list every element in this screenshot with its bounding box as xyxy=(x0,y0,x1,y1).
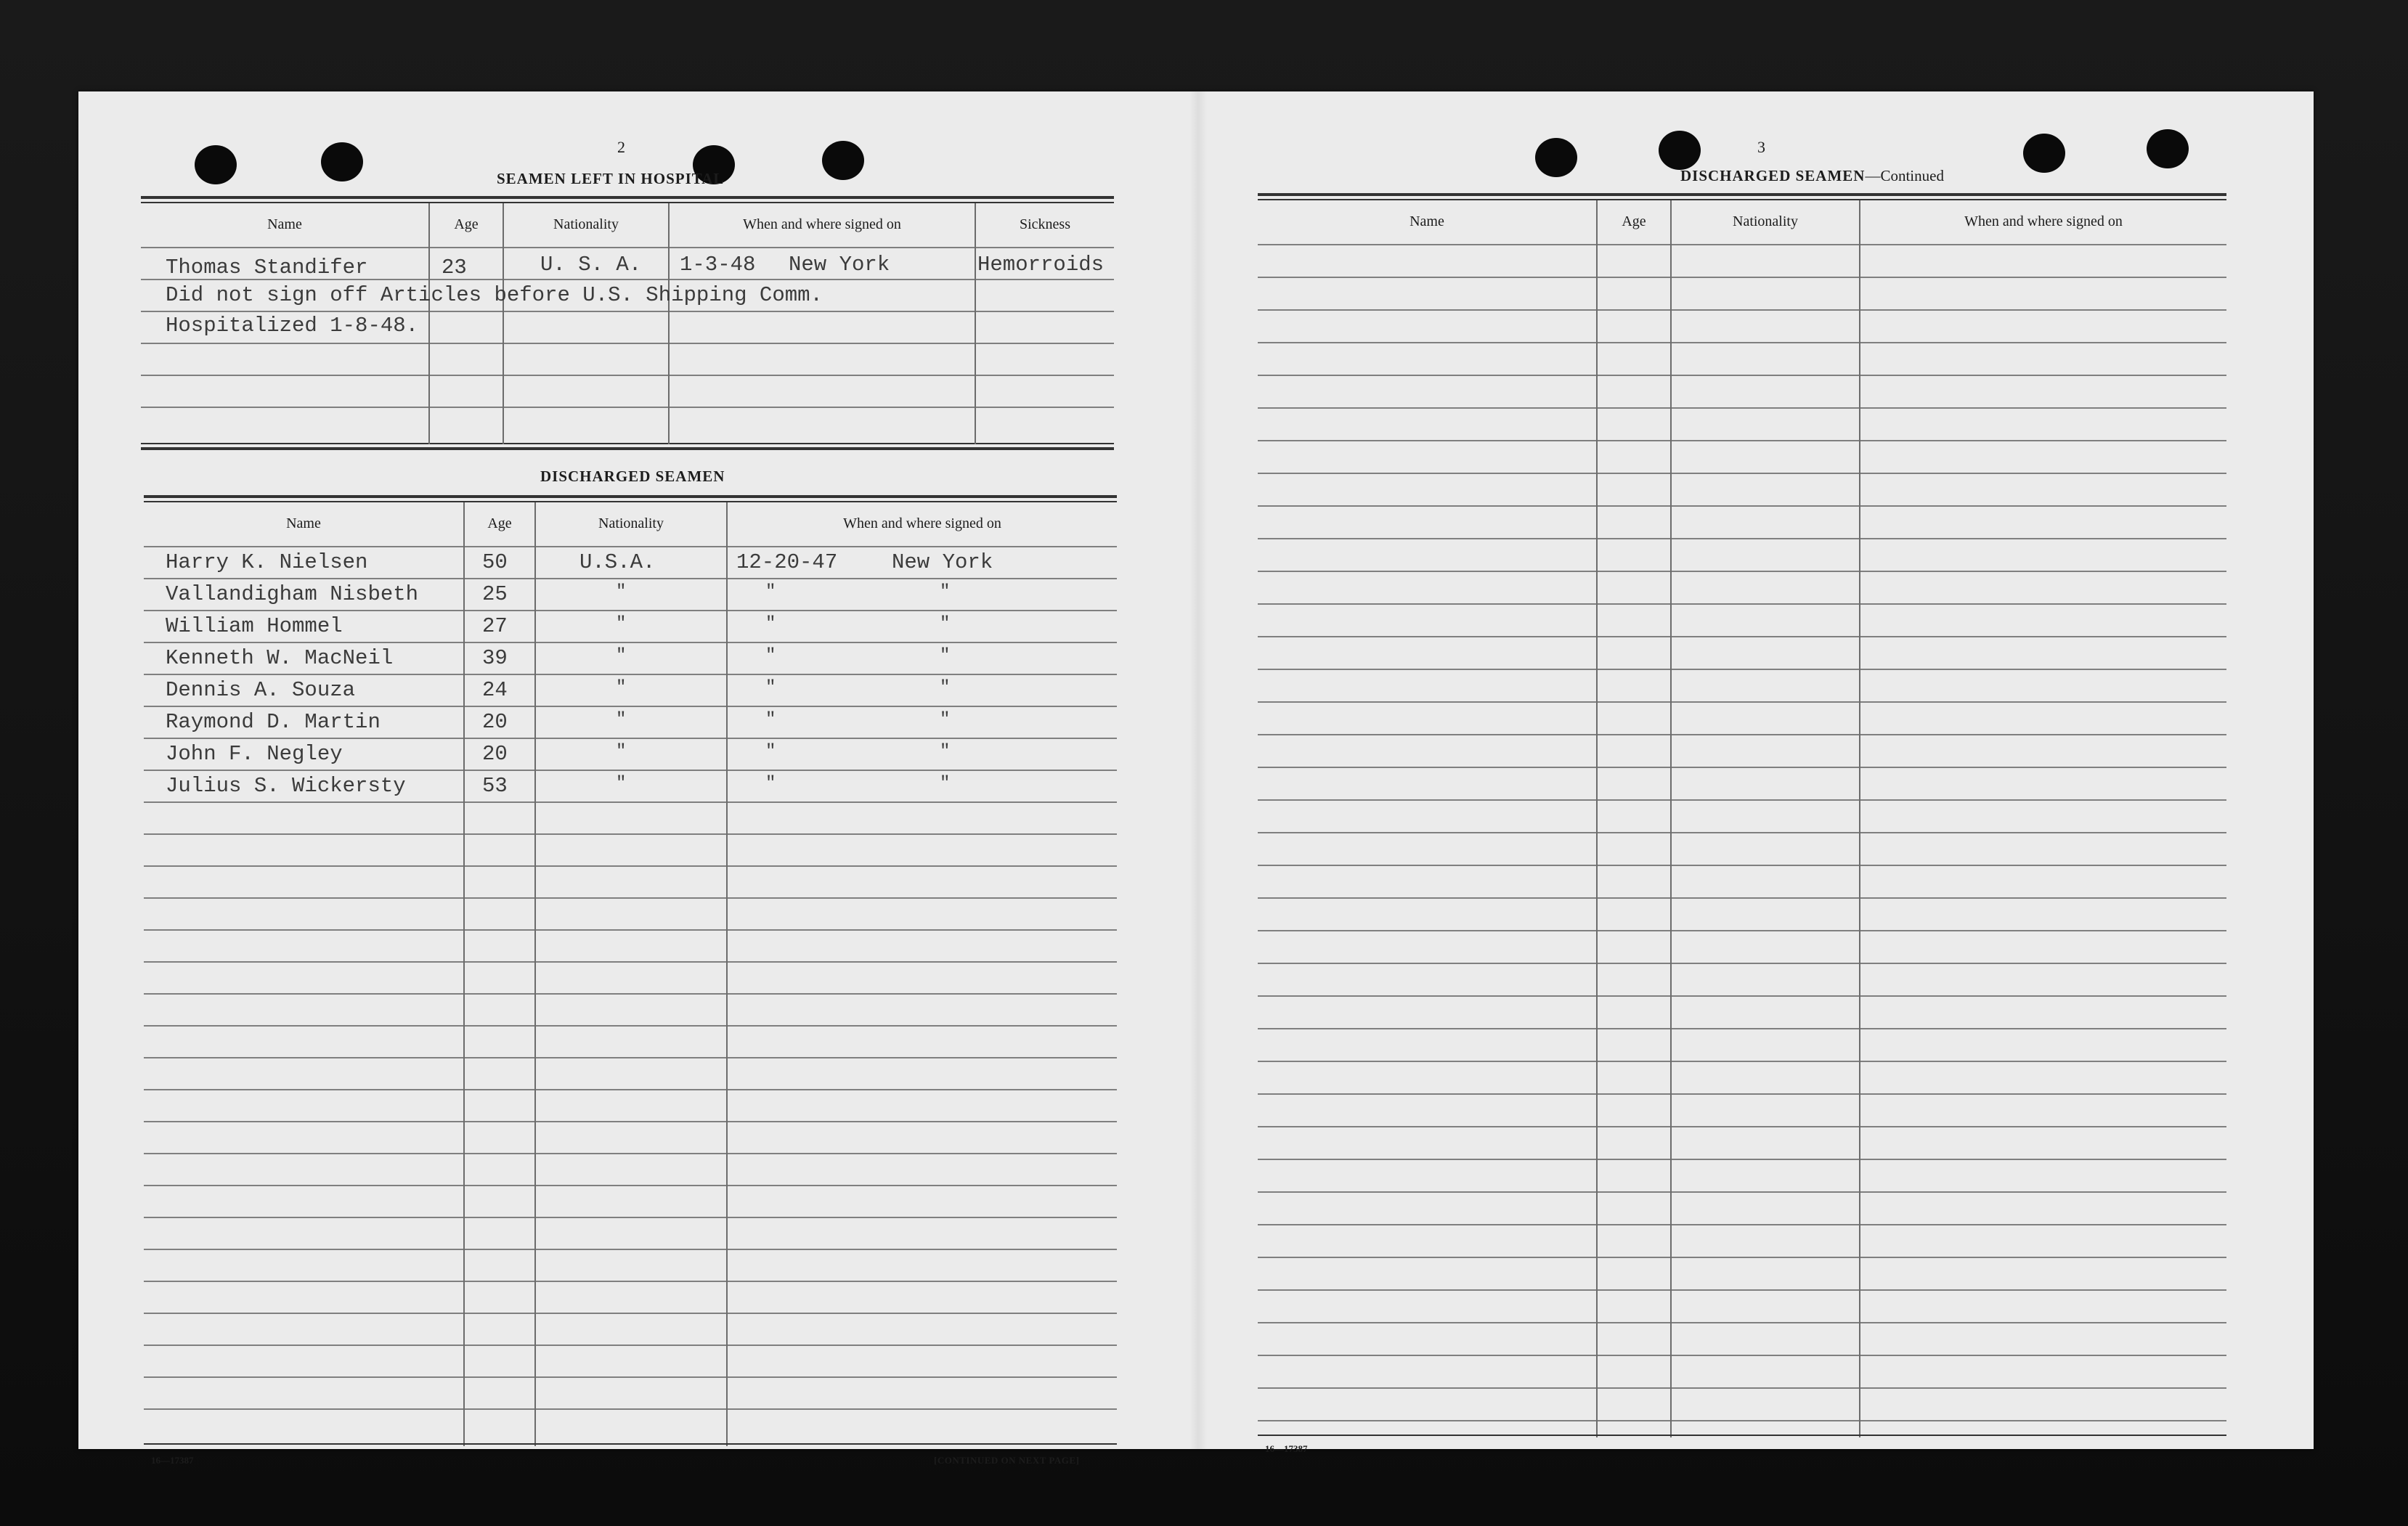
table-rule xyxy=(144,578,1117,579)
discharged-signed-date: " xyxy=(765,742,776,762)
form-number: 16—17387 xyxy=(1265,1443,1308,1454)
table-rule xyxy=(1258,277,2226,278)
column-header-signed-on: When and where signed on xyxy=(843,515,1001,531)
column-header-nationality: Nationality xyxy=(553,216,619,232)
discharged-name: William Hommel xyxy=(166,614,343,638)
table-rule xyxy=(1258,1191,2226,1193)
table-rule xyxy=(1258,995,2226,997)
column-divider xyxy=(1670,200,1672,1437)
discharged-age: 20 xyxy=(482,710,508,734)
table-rule xyxy=(1258,342,2226,343)
column-divider xyxy=(503,203,504,444)
column-header-name: Name xyxy=(1410,213,1444,229)
column-divider xyxy=(668,203,670,444)
hospital-note: Hospitalized 1-8-48. xyxy=(166,314,419,338)
discharged-signed-place: " xyxy=(940,678,951,698)
discharged-nationality: " xyxy=(616,774,627,793)
table-rule xyxy=(1258,1420,2226,1421)
discharged-age: 39 xyxy=(482,646,508,670)
discharged-nationality: " xyxy=(616,582,627,602)
table-rule xyxy=(1258,669,2226,670)
column-divider xyxy=(726,502,728,1446)
table-rule xyxy=(1258,930,2226,931)
table-rule xyxy=(1258,832,2226,833)
column-divider xyxy=(975,203,976,444)
section-rule xyxy=(144,1443,1117,1445)
discharged-nationality: U.S.A. xyxy=(579,550,656,574)
discharged-signed-date: 12-20-47 xyxy=(736,550,838,574)
table-rule xyxy=(144,1249,1117,1250)
discharged-signed-date: " xyxy=(765,710,776,730)
table-rule xyxy=(144,706,1117,707)
discharged-section-title: DISCHARGED SEAMEN xyxy=(540,468,725,485)
column-divider xyxy=(1596,200,1598,1437)
hospital-section-title: SEAMEN LEFT IN HOSPITAL xyxy=(497,170,725,187)
discharged-age: 50 xyxy=(482,550,508,574)
table-rule xyxy=(141,343,1114,344)
table-rule xyxy=(1258,571,2226,572)
table-rule xyxy=(1258,897,2226,899)
table-rule xyxy=(144,1376,1117,1378)
table-rule xyxy=(144,1345,1117,1346)
table-rule xyxy=(1258,538,2226,539)
table-rule xyxy=(141,375,1114,376)
table-rule xyxy=(1258,407,2226,409)
table-rule xyxy=(1258,767,2226,768)
page-number: 2 xyxy=(617,138,625,156)
table-rule xyxy=(144,1153,1117,1154)
table-rule xyxy=(144,961,1117,963)
column-header-signed-on: When and where signed on xyxy=(1964,213,2123,229)
table-rule xyxy=(144,1025,1117,1027)
table-rule xyxy=(144,1408,1117,1410)
column-header-name: Name xyxy=(286,515,321,531)
discharged-name: Kenneth W. MacNeil xyxy=(166,646,394,670)
discharged-signed-place: " xyxy=(940,646,951,666)
discharged-nationality: " xyxy=(616,614,627,634)
hospital-signed-place: New York xyxy=(789,253,890,277)
table-rule xyxy=(1258,1355,2226,1356)
table-rule xyxy=(1258,309,2226,311)
section-rule xyxy=(141,443,1114,444)
table-rule xyxy=(1258,799,2226,801)
table-rule xyxy=(1258,865,2226,866)
discharged-age: 24 xyxy=(482,678,508,702)
column-divider xyxy=(463,502,465,1446)
discharged-signed-date: " xyxy=(765,614,776,634)
column-header-nationality: Nationality xyxy=(1733,213,1798,229)
discharged-signed-date: " xyxy=(765,582,776,602)
table-rule xyxy=(1258,1028,2226,1029)
table-rule xyxy=(144,1089,1117,1090)
column-divider xyxy=(428,203,430,444)
column-header-age: Age xyxy=(454,216,479,232)
discharged-nationality: " xyxy=(616,710,627,730)
discharged-name: Raymond D. Martin xyxy=(166,710,381,734)
table-rule xyxy=(1258,1093,2226,1095)
column-header-age: Age xyxy=(1622,213,1646,229)
table-rule xyxy=(144,897,1117,899)
column-header-name: Name xyxy=(267,216,302,232)
table-rule xyxy=(1258,473,2226,474)
discharged-name: Dennis A. Souza xyxy=(166,678,356,702)
hospital-note: Did not sign off Articles before U.S. Shipping Comm. xyxy=(166,283,823,307)
table-rule xyxy=(144,801,1117,803)
column-header-nationality: Nationality xyxy=(598,515,664,531)
table-rule xyxy=(144,929,1117,931)
table-rule xyxy=(1258,734,2226,735)
column-header-age: Age xyxy=(487,515,512,531)
table-rule xyxy=(1258,603,2226,605)
table-rule xyxy=(1258,440,2226,441)
table-rule xyxy=(144,993,1117,995)
column-divider xyxy=(534,502,536,1446)
table-rule xyxy=(1258,1322,2226,1323)
right-page xyxy=(1207,91,2314,1454)
table-rule xyxy=(144,1217,1117,1218)
hospital-age: 23 xyxy=(442,256,467,280)
discharged-signed-place: " xyxy=(940,742,951,762)
table-rule xyxy=(1258,1159,2226,1160)
section-rule xyxy=(141,202,1114,203)
discharged-title-text: DISCHARGED SEAMEN xyxy=(1680,167,1866,184)
section-rule xyxy=(144,501,1117,502)
table-rule xyxy=(144,1057,1117,1058)
hospital-sickness: Hemorroids xyxy=(977,253,1105,277)
discharged-signed-place: " xyxy=(940,614,951,634)
discharged-signed-date: " xyxy=(765,678,776,698)
hospital-nationality: U. S. A. xyxy=(540,253,642,277)
discharged-name: John F. Negley xyxy=(166,742,343,766)
discharged-name: Harry K. Nielsen xyxy=(166,550,368,574)
table-rule xyxy=(144,546,1117,547)
table-rule xyxy=(1258,1289,2226,1291)
table-rule xyxy=(1258,1257,2226,1258)
table-rule xyxy=(144,1185,1117,1186)
discharged-signed-date: " xyxy=(765,774,776,793)
discharged-name: Julius S. Wickersty xyxy=(166,774,406,798)
discharged-signed-date: " xyxy=(765,646,776,666)
discharged-continued-title xyxy=(1680,167,1944,185)
form-number: 16—17387 xyxy=(151,1455,194,1466)
discharged-name: Vallandigham Nisbeth xyxy=(166,582,419,606)
table-rule xyxy=(1258,701,2226,703)
discharged-signed-place: " xyxy=(940,582,951,602)
table-rule xyxy=(144,833,1117,835)
table-rule xyxy=(144,674,1117,675)
discharged-age: 53 xyxy=(482,774,508,798)
section-rule xyxy=(144,495,1117,498)
table-rule xyxy=(1258,1224,2226,1225)
table-rule xyxy=(144,610,1117,611)
table-rule xyxy=(141,407,1114,408)
discharged-age: 25 xyxy=(482,582,508,606)
table-rule xyxy=(144,770,1117,771)
section-rule xyxy=(1258,193,2226,196)
table-rule xyxy=(141,247,1114,248)
table-rule xyxy=(1258,963,2226,964)
column-header-signed-on: When and where signed on xyxy=(743,216,901,232)
left-page xyxy=(78,91,1189,1466)
table-rule xyxy=(144,1121,1117,1122)
table-rule xyxy=(141,311,1114,312)
table-rule xyxy=(1258,505,2226,507)
table-rule xyxy=(1258,1387,2226,1389)
section-rule xyxy=(1258,199,2226,200)
discharged-age: 20 xyxy=(482,742,508,766)
discharged-signed-place: " xyxy=(940,774,951,793)
table-rule xyxy=(144,1281,1117,1282)
hospital-name: Thomas Standifer xyxy=(166,256,368,280)
discharged-nationality: " xyxy=(616,742,627,762)
section-rule xyxy=(1258,1435,2226,1436)
discharged-signed-place: New York xyxy=(892,550,993,574)
discharged-signed-place: " xyxy=(940,710,951,730)
table-rule xyxy=(1258,375,2226,376)
continued-suffix: —Continued xyxy=(1865,167,1944,184)
center-fold xyxy=(1189,91,1207,1449)
discharged-age: 27 xyxy=(482,614,508,638)
table-rule xyxy=(144,738,1117,739)
table-rule xyxy=(1258,636,2226,637)
column-divider xyxy=(1859,200,1860,1437)
continued-note: [CONTINUED ON NEXT PAGE] xyxy=(934,1455,1080,1466)
column-header-sickness: Sickness xyxy=(1020,216,1070,232)
table-rule xyxy=(144,642,1117,643)
table-rule xyxy=(1258,1061,2226,1062)
discharged-nationality: " xyxy=(616,646,627,666)
section-rule xyxy=(141,196,1114,199)
hospital-signed-date: 1-3-48 xyxy=(680,253,756,277)
discharged-nationality: " xyxy=(616,678,627,698)
table-rule xyxy=(144,1313,1117,1314)
table-rule xyxy=(1258,244,2226,245)
page-number: 3 xyxy=(1757,138,1765,156)
table-rule xyxy=(144,865,1117,867)
section-rule xyxy=(141,447,1114,450)
table-rule xyxy=(1258,1126,2226,1127)
document-sheet xyxy=(78,91,2314,1466)
